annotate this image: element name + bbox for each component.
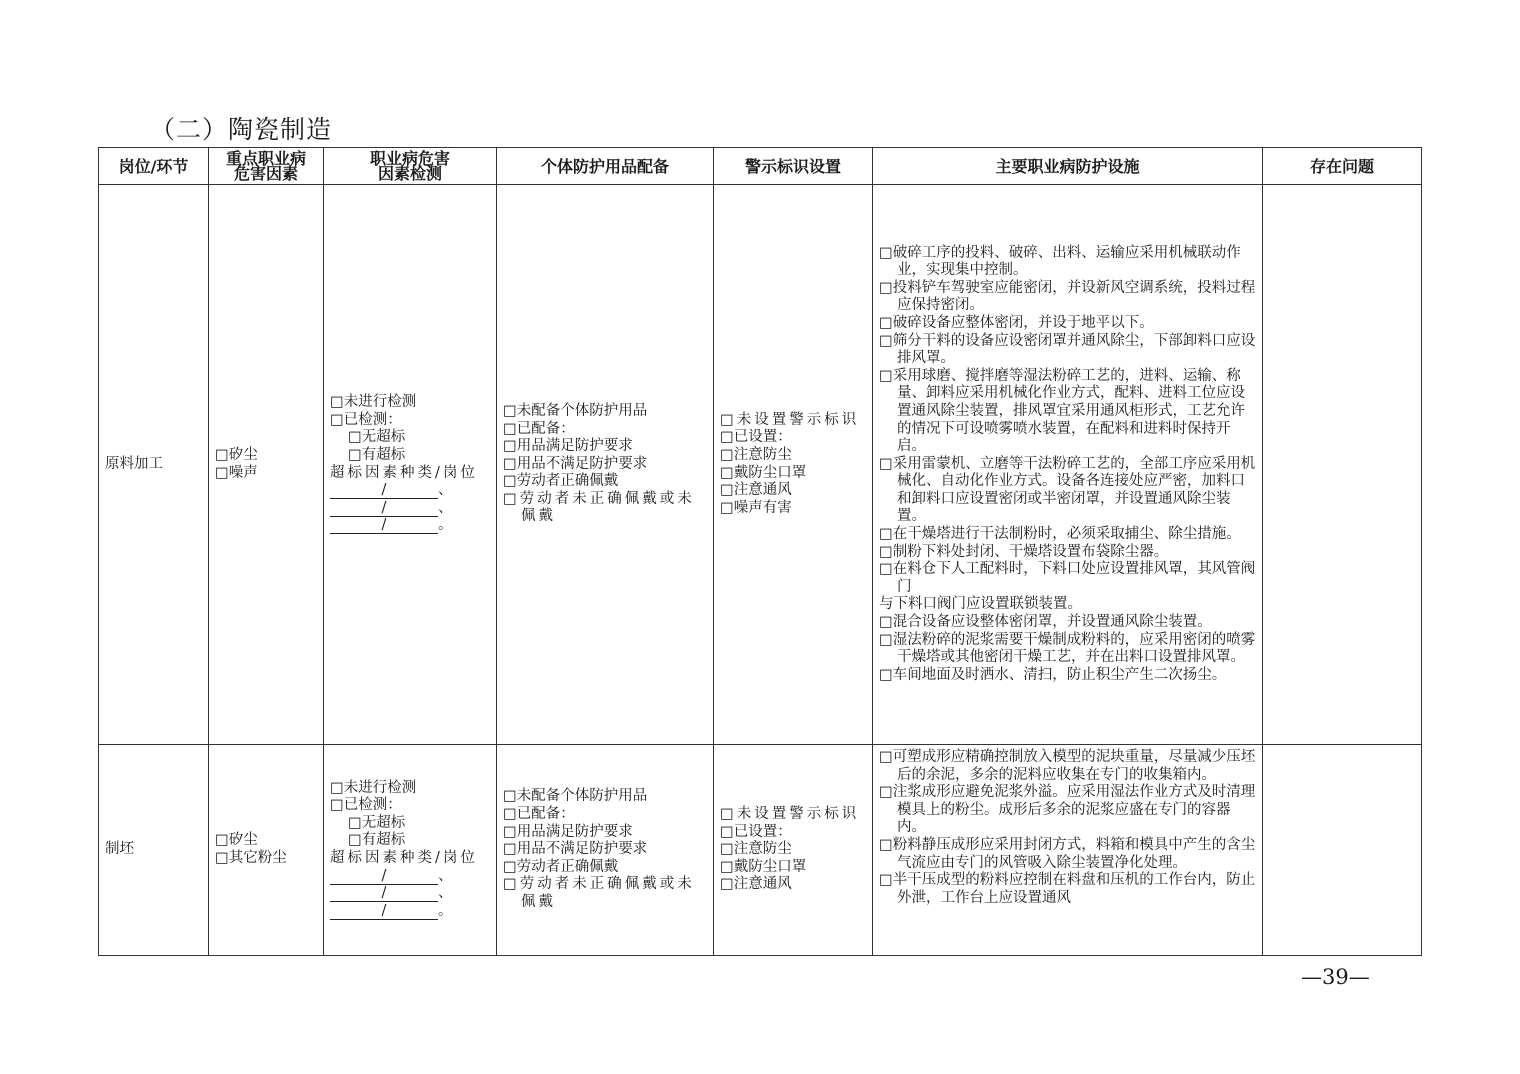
blank-end: 。 xyxy=(438,517,453,534)
ppe-item: □劳动者未正确佩戴或未佩戴 xyxy=(503,876,695,910)
sign-item: □注意防尘 xyxy=(720,446,792,463)
measure-item: □可塑成形应精确控制放入模型的泥块重量，尽量减少压坯后的余泥，多余的泥料应收集在专门的收集箱内。 xyxy=(879,749,1256,783)
factor-item: □噪声 xyxy=(215,464,258,481)
detection-not-tested: □未进行检测 xyxy=(330,779,417,796)
table-row-raw-material xyxy=(99,185,1422,745)
detection-exceed-label: 超标因素种类/岗位 xyxy=(330,464,478,481)
detection-exceed: □有超标 xyxy=(348,446,406,463)
station-cell: 制坯 xyxy=(99,745,209,956)
ppe-item: □劳动者正确佩戴 xyxy=(503,473,619,490)
ppe-item: □已配备： xyxy=(503,806,575,823)
sign-item: □戴防尘口罩 xyxy=(720,464,807,481)
station-cell: 原料加工 xyxy=(99,185,209,745)
sign-item: □已设置： xyxy=(720,429,792,446)
sign-item: □未设置警示标识 xyxy=(720,806,860,823)
measure-item: □采用雷蒙机、立磨等干法粉碎工艺的，全部工序应采用机械化、自动化作业方式。设备各连接处应严密，加料口和卸料口应设置密闭或半密闭罩，并设置通风除尘装置。 xyxy=(879,455,1256,525)
ppe-cell xyxy=(497,185,714,745)
issues-cell xyxy=(1263,185,1422,745)
blank-fill: / xyxy=(330,484,438,499)
measure-item: □注浆成形应避免泥浆外溢。应采用湿法作业方式及时清理模具上的粉尘。成形后多余的泥浆应盛在专门的容器内。 xyxy=(879,784,1256,836)
measure-item: □投料铲车驾驶室应能密闭，并设新风空调系统，投料过程应保持密闭。 xyxy=(879,279,1256,314)
header-factors xyxy=(209,148,324,185)
occupational-hazard-table xyxy=(98,147,1422,956)
sign-item: □戴防尘口罩 xyxy=(720,858,807,875)
ppe-item: □劳动者正确佩戴 xyxy=(503,858,619,875)
detection-cell xyxy=(324,745,497,956)
ppe-cell xyxy=(497,745,714,956)
sign-item: □已设置： xyxy=(720,823,792,840)
detection-within: □无超标 xyxy=(348,814,406,831)
measure-item: □湿法粉碎的泥浆需要干燥制成粉料的，应采用密闭的喷雾干燥塔或其他密闭干燥工艺，并在出料口设置排风罩。 xyxy=(879,631,1256,666)
blank-fill: / xyxy=(330,519,438,534)
measure-item: □车间地面及时洒水、清扫，防止积尘产生二次扬尘。 xyxy=(879,666,1227,683)
factors-cell xyxy=(209,745,324,956)
measure-item: □破碎工序的投料、破碎、出料、运输应采用机械联动作业，实现集中控制。 xyxy=(879,244,1241,279)
header-detection-line-2: 因素检测 xyxy=(377,164,442,183)
measure-item: □在干燥塔进行干法制粉时，必须采取捕尘、除尘措施。 xyxy=(879,526,1241,543)
factors-cell xyxy=(209,185,324,745)
measure-item: □筛分干料的设备应设密闭罩并通风除尘，下部卸料口应设排风罩。 xyxy=(879,332,1256,367)
detection-cell xyxy=(324,185,497,745)
factor-item: □其它粉尘 xyxy=(215,850,287,866)
detection-blank-line xyxy=(330,903,490,921)
header-factors-line-1: 重点职业病 xyxy=(225,149,306,168)
detection-exceed: □有超标 xyxy=(348,832,406,849)
issues-cell xyxy=(1263,745,1422,956)
measure-item: □混合设备应设整体密闭罩，并设置通风除尘装置。 xyxy=(879,614,1212,631)
header-factors-line-2: 危害因素 xyxy=(233,164,298,183)
ppe-item: □劳动者未正确佩戴或未佩戴 xyxy=(503,490,695,525)
measure-item: □制粉下料处封闭、干燥塔设置布袋除尘器。 xyxy=(879,543,1169,560)
detection-blank-line xyxy=(330,500,490,518)
blank-end: 、 xyxy=(438,482,453,499)
detection-tested: □已检测： xyxy=(330,411,402,428)
measure-item: □在料仓下人工配料时，下料口处应设置排风罩，其风管阀门 xyxy=(879,561,1256,595)
header-signs: 警示标识设置 xyxy=(714,148,873,185)
header-station: 岗位/环节 xyxy=(99,148,209,185)
ppe-item: □已配备： xyxy=(503,420,575,437)
sign-item: □注意防尘 xyxy=(720,841,792,858)
ppe-item: □用品不满足防护要求 xyxy=(503,455,648,472)
sign-item: □未设置警示标识 xyxy=(720,411,860,428)
blank-fill: / xyxy=(330,887,438,902)
ppe-item: □用品不满足防护要求 xyxy=(503,841,648,858)
detection-not-tested: □未进行检测 xyxy=(330,394,417,411)
header-detection-line-1: 职业病危害 xyxy=(369,149,450,168)
header-ppe: 个体防护用品配备 xyxy=(497,148,714,185)
ppe-item: □未配备个体防护用品 xyxy=(503,788,648,805)
sign-item: □注意通风 xyxy=(720,482,792,499)
factor-item: □矽尘 xyxy=(215,446,258,463)
ppe-item: □用品满足防护要求 xyxy=(503,823,633,840)
blank-end: 。 xyxy=(438,902,453,919)
measure-item: □粉料静压成形应采用封闭方式，料箱和模具中产生的含尘气流应由专门的风管吸入除尘装置净化处理。 xyxy=(879,836,1256,871)
sign-item: □注意通风 xyxy=(720,876,792,893)
detection-exceed-label: 超标因素种类/岗位 xyxy=(330,850,478,866)
ppe-item: □未配备个体防护用品 xyxy=(503,402,648,419)
page-number: —39— xyxy=(1301,965,1370,989)
detection-within: □无超标 xyxy=(348,429,406,446)
header-detection xyxy=(324,148,497,185)
blank-fill: / xyxy=(330,870,438,885)
detection-blank-line xyxy=(330,482,490,500)
measure-item: □半干压成型的粉料应控制在料盘和压机的工作台内，防止外泄，工作台上应设置通风 xyxy=(879,872,1256,906)
header-measures: 主要职业病防护设施 xyxy=(873,148,1263,185)
table-row-forming xyxy=(99,745,1422,956)
header-issues: 存在问题 xyxy=(1263,148,1422,185)
measures-cell xyxy=(873,185,1263,745)
blank-end: 、 xyxy=(438,885,453,902)
measure-item: □采用球磨、搅拌磨等湿法粉碎工艺的，进料、运输、称量、卸料应采用机械化作业方式，配料、进料工位应设置通风除尘装置，排风罩宜采用通风柜形式，工艺允许的情况下可设喷雾喷水装置，在配料和进料时保持开启。 xyxy=(879,367,1245,455)
blank-fill: / xyxy=(330,905,438,920)
detection-blank-line xyxy=(330,885,490,903)
measures-cell xyxy=(873,745,1263,956)
factor-item: □矽尘 xyxy=(215,832,258,849)
table-header-row xyxy=(99,148,1422,185)
signs-cell xyxy=(714,185,873,745)
measure-item-continuation: 与下料口阀门应设置联锁装置。 xyxy=(879,596,1082,613)
section-title: （二）陶瓷制造 xyxy=(150,115,333,144)
blank-end: 、 xyxy=(438,867,453,884)
sign-item: □噪声有害 xyxy=(720,499,792,516)
detection-blank-line xyxy=(330,868,490,886)
detection-tested: □已检测： xyxy=(330,797,402,814)
ppe-item: □用品满足防护要求 xyxy=(503,438,633,455)
detection-blank-line xyxy=(330,517,490,535)
blank-end: 、 xyxy=(438,499,453,516)
signs-cell xyxy=(714,745,873,956)
blank-fill: / xyxy=(330,502,438,517)
measure-item: □破碎设备应整体密闭，并设于地平以下。 xyxy=(879,314,1154,331)
